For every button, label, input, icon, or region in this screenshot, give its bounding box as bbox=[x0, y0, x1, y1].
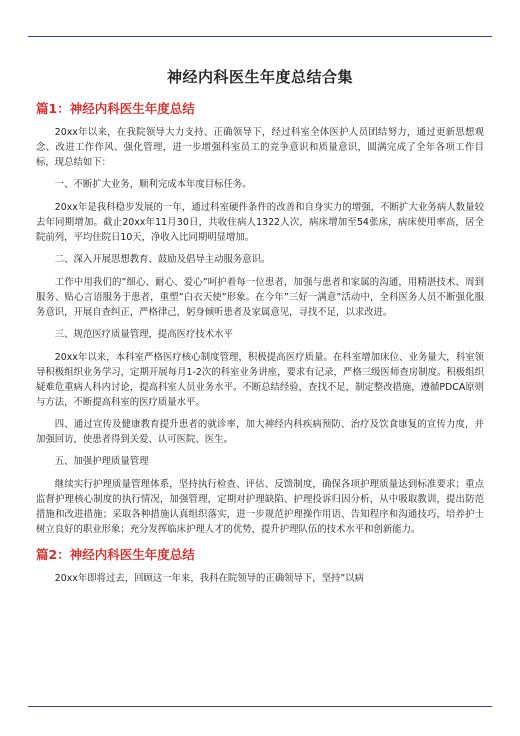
paragraph: 工作中用我们的”细心、耐心、爱心”呵护着每一位患者，加强与患者和家属的沟通，用精湛技术、周到服务、贴心言语服务于患者，重塑”白衣天使”形象。在今年”三好一满意”活动中，全科医务人员不断强化服务意识，开展自查纠正，严格律己，躬身倾听患者及家属意见，寻找不足，以求改进。 bbox=[36, 277, 484, 318]
paragraph: 继续实行护理质量管理体系，坚持执行检查、评估、反馈制度，确保各项护理质量达到标准要求；重点监督护理核心制度的执行情况，加强管理，定期对护理缺陷、护理投诉归因分析，从中吸取教训，提出防范措施和改进措施；采取各种措施认真组织落实，进一步规范护理操作用语、告知程序和沟通技巧，培养护士树立良好的职业形象；充分发挥临床护理人才的优势，提升护理队伍的技术水平和创新能力。 bbox=[36, 479, 484, 535]
bottom-rule bbox=[28, 706, 492, 707]
subheading: 二、深入开展思想教育、鼓励及倡导主动服务意识。 bbox=[54, 254, 271, 265]
section-heading-1: 篇1：神经内科医生年度总结 bbox=[36, 101, 195, 116]
paragraph: 四、通过宣传及健康教育提升患者的就诊率，加大神经内科疾病预防、治疗及饮食康复的宣传力度，并加强回访，使患者得到关爱、认可医院、医生。 bbox=[36, 419, 484, 445]
top-rule bbox=[28, 36, 492, 37]
section-heading-2: 篇2：神经内科医生年度总结 bbox=[36, 547, 195, 562]
paragraph: 20xx年即将过去，回顾这一年来，我科在院领导的正确领导下，坚持”以病 bbox=[54, 573, 364, 584]
document-title: 神经内科医生年度总结合集 bbox=[166, 68, 353, 86]
paragraph: 20xx年以来，在我院领导大力支持、正确领导下，经过科室全体医护人员团结努力，通过更新思想观念、改进工作作风、强化管理，进一步增强科室员工的竞争意识和质量意识，圆满完成了全年各项工作目标，现总结如下： bbox=[36, 127, 484, 168]
document-body bbox=[36, 40, 484, 593]
paragraph: 20xx年以来，本科室严格医疗核心制度管理，积极提高医疗质量。在科室增加床位、业务量大，科室领导积极组织业务学习，定期开展每月1-2次的科室业务讲座，要求有记录，严格三级医师查房制度。积极组织疑难危重病人科内讨论，提高科室人员业务水平。不断总结经验，查找不足，制定整改措施，遵循PDCA原则与方法，不断提高科室的医疗质量水平。 bbox=[36, 352, 484, 408]
subheading: 一、不断扩大业务，顺利完成本年度目标任务。 bbox=[54, 179, 252, 190]
subheading: 三、规范医疗质量管理，提高医疗技术水平 bbox=[54, 329, 233, 340]
paragraph: 20xx年是我科稳步发展的一年，通过科室硬件条件的改善和自身实力的增强，不断扩大业务病人数量较去年同期增加。截止20xx年11月30日，共收住病人1322人次，病床增加至54张床，病床使用率高，居全院前列，平均住院日10天，净收入比同期明显增加。 bbox=[36, 202, 484, 243]
subheading: 五、加强护理质量管理 bbox=[54, 456, 149, 467]
